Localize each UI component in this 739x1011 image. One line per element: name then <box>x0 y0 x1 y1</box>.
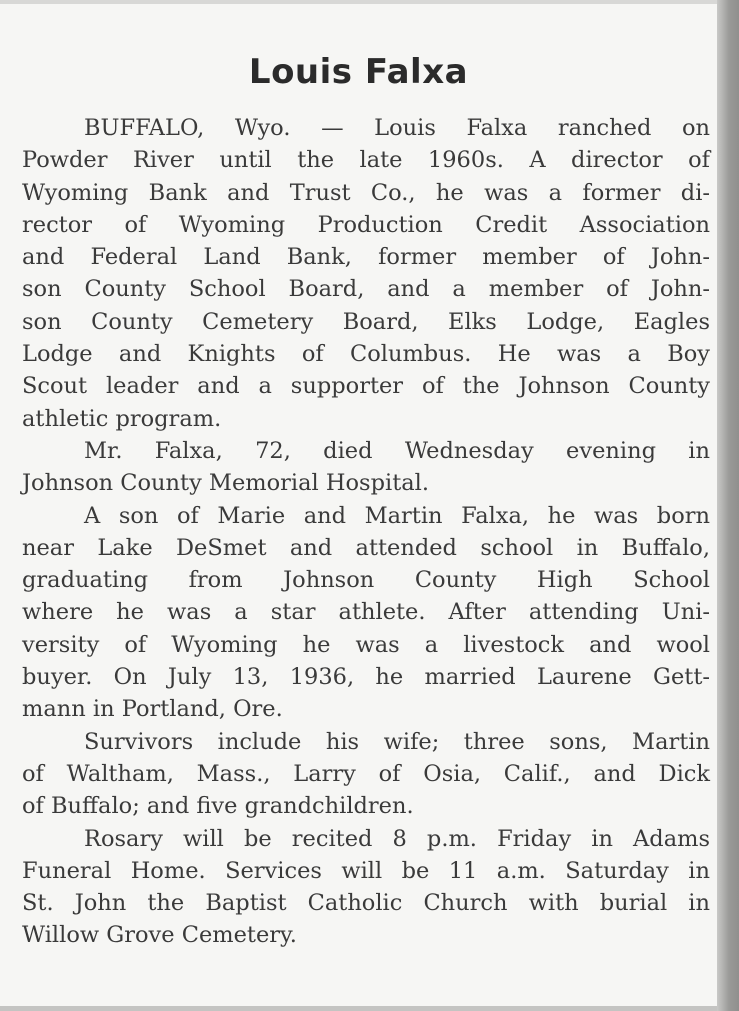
text-line: Lodge and Knights of Columbus. He was a Boy <box>22 341 710 368</box>
text-line: Willow Grove Cemetery. <box>22 922 297 949</box>
text-line: BUFFALO, Wyo. — Louis Falxa ranched on <box>84 115 710 141</box>
text-line: son County School Board, and a member of John- <box>22 276 710 303</box>
text-line: Mr. Falxa, 72, died Wednesday evening in <box>84 437 710 464</box>
text-line: buyer. On July 13, 1936, he married Laurene Gett- <box>22 664 710 691</box>
text-line: graduating from Johnson County High School <box>22 567 710 594</box>
obituary-paragraph <box>22 112 710 435</box>
text-line: son County Cemetery Board, Elks Lodge, Eagles <box>22 308 710 335</box>
text-line: Wyoming Bank and Trust Co., he was a former di- <box>22 179 710 206</box>
text-line: Scout leader and a supporter of the Johnson County <box>22 373 710 400</box>
text-line: versity of Wyoming he was a livestock and wool <box>22 631 710 658</box>
obituary-paragraph <box>22 435 710 500</box>
text-line: rector of Wyoming Production Credit Association <box>22 211 710 238</box>
text-line: where he was a star athlete. After attending Uni- <box>22 599 710 626</box>
text-line: athletic program. <box>22 405 222 432</box>
obituary-headline: Louis Falxa <box>248 52 469 92</box>
text-line: mann in Portland, Ore. <box>22 696 283 723</box>
obituary-paragraph <box>22 726 710 823</box>
text-line: Powder River until the late 1960s. A director of <box>22 147 710 174</box>
text-line: Funeral Home. Services will be 11 a.m. Saturday in <box>22 857 710 884</box>
scan-edge-shadow <box>717 0 739 1011</box>
text-line: near Lake DeSmet and attended school in Buffalo, <box>22 534 710 561</box>
text-line: Survivors include his wife; three sons, Martin <box>84 728 710 755</box>
text-line: Johnson County Memorial Hospital. <box>22 470 429 497</box>
text-line: St. John the Baptist Catholic Church with burial in <box>22 890 710 917</box>
text-line: Rosary will be recited 8 p.m. Friday in Adams <box>84 825 710 852</box>
obituary-paragraph <box>22 500 710 726</box>
clipping-bottom-edge <box>0 1006 717 1011</box>
text-line: of Buffalo; and five grandchildren. <box>22 793 414 820</box>
text-line: of Waltham, Mass., Larry of Osia, Calif., and Dick <box>22 760 710 787</box>
obituary-paragraph <box>22 823 710 952</box>
text-line: A son of Marie and Martin Falxa, he was born <box>84 502 710 529</box>
text-line: and Federal Land Bank, former member of John- <box>22 244 710 271</box>
obituary-body <box>22 112 710 952</box>
